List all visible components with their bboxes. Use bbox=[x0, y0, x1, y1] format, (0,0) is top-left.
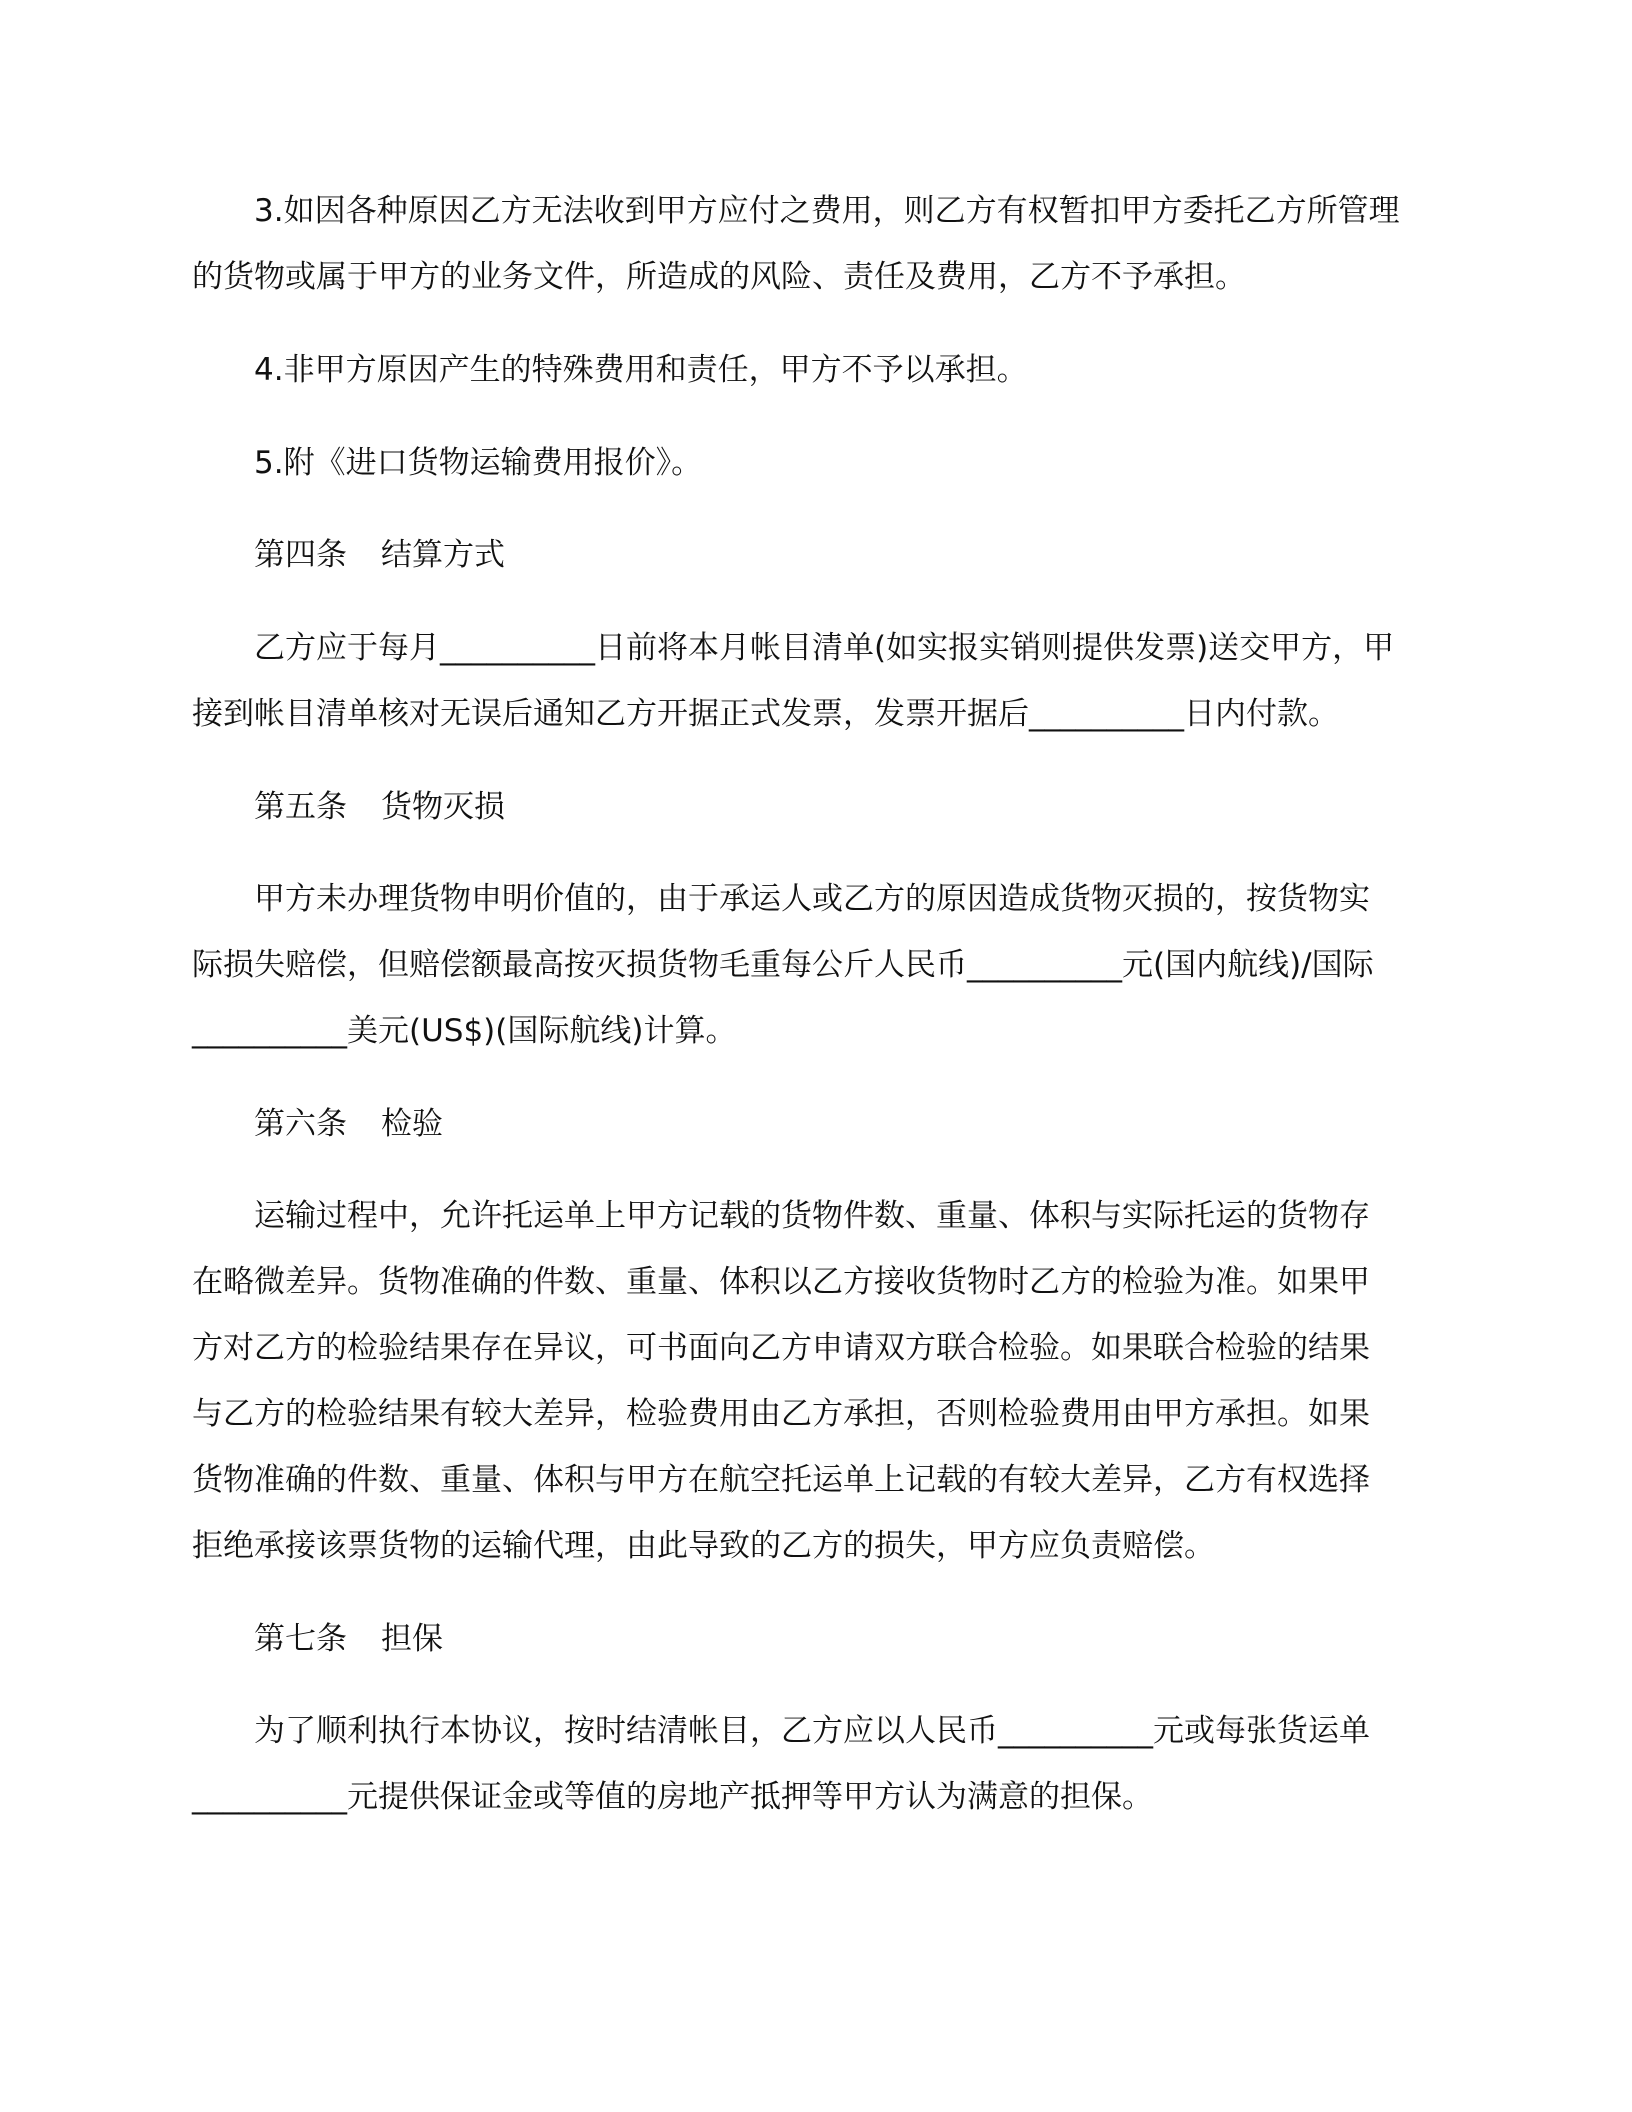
paragraph-line: __________美元(US$)(国际航线)计算。 bbox=[192, 1013, 737, 1049]
paragraph-line: __________元提供保证金或等值的房地产抵押等甲方认为满意的担保。 bbox=[192, 1779, 1153, 1815]
article-number: 第五条 bbox=[254, 789, 347, 825]
paragraph-inspection bbox=[192, 1183, 1432, 1579]
paragraph-clause-3-item-3 bbox=[192, 178, 1432, 310]
paragraph-clause-3-item-5 bbox=[192, 430, 1432, 496]
paragraph-line: 货物准确的件数、重量、体积与甲方在航空托运单上记载的有较大差异，乙方有权选择 bbox=[192, 1462, 1370, 1498]
article-title: 货物灭损 bbox=[381, 789, 505, 825]
article-number: 第六条 bbox=[254, 1106, 347, 1142]
article-title: 担保 bbox=[381, 1621, 443, 1657]
paragraph-cargo-loss bbox=[192, 866, 1432, 1064]
paragraph-line: 接到帐目清单核对无误后通知乙方开据正式发票，发票开据后__________日内付款。 bbox=[192, 696, 1339, 732]
paragraph-settlement-method bbox=[192, 615, 1432, 747]
paragraph-line: 在略微差异。货物准确的件数、重量、体积以乙方接收货物时乙方的检验为准。如果甲 bbox=[192, 1264, 1370, 1300]
article-title: 结算方式 bbox=[381, 537, 505, 573]
paragraph-line: 际损失赔偿，但赔偿额最高按灭损货物毛重每公斤人民币__________元(国内航线)/国际 bbox=[192, 947, 1374, 983]
paragraph-line: 乙方应于每月__________日前将本月帐目清单(如实报实销则提供发票)送交甲方，甲 bbox=[254, 630, 1395, 666]
paragraph-line: 甲方未办理货物申明价值的，由于承运人或乙方的原因造成货物灭损的，按货物实 bbox=[254, 881, 1370, 917]
paragraph-line: 拒绝承接该票货物的运输代理，由此导致的乙方的损失，甲方应负责赔偿。 bbox=[192, 1528, 1215, 1564]
paragraph-line: 4.非甲方原因产生的特殊费用和责任，甲方不予以承担。 bbox=[254, 352, 1028, 388]
heading-article-7 bbox=[192, 1606, 1432, 1672]
article-number: 第七条 bbox=[254, 1621, 347, 1657]
heading-article-5 bbox=[192, 774, 1432, 840]
paragraph-line: 运输过程中，允许托运单上甲方记载的货物件数、重量、体积与实际托运的货物存 bbox=[254, 1198, 1370, 1234]
paragraph-line: 方对乙方的检验结果存在异议，可书面向乙方申请双方联合检验。如果联合检验的结果 bbox=[192, 1330, 1370, 1366]
paragraph-line: 5.附《进口货物运输费用报价》。 bbox=[254, 445, 703, 481]
paragraph-line: 为了顺利执行本协议，按时结清帐目，乙方应以人民币__________元或每张货运单 bbox=[254, 1713, 1370, 1749]
heading-article-6 bbox=[192, 1091, 1432, 1157]
article-title: 检验 bbox=[381, 1106, 443, 1142]
paragraph-clause-3-item-4 bbox=[192, 337, 1432, 403]
article-number: 第四条 bbox=[254, 537, 347, 573]
heading-article-4 bbox=[192, 522, 1432, 588]
paragraph-line: 与乙方的检验结果有较大差异，检验费用由乙方承担，否则检验费用由甲方承担。如果 bbox=[192, 1396, 1370, 1432]
paragraph-guarantee bbox=[192, 1698, 1432, 1830]
paragraph-line: 3.如因各种原因乙方无法收到甲方应付之费用，则乙方有权暂扣甲方委托乙方所管理 bbox=[254, 193, 1400, 229]
paragraph-line: 的货物或属于甲方的业务文件，所造成的风险、责任及费用，乙方不予承担。 bbox=[192, 259, 1246, 295]
